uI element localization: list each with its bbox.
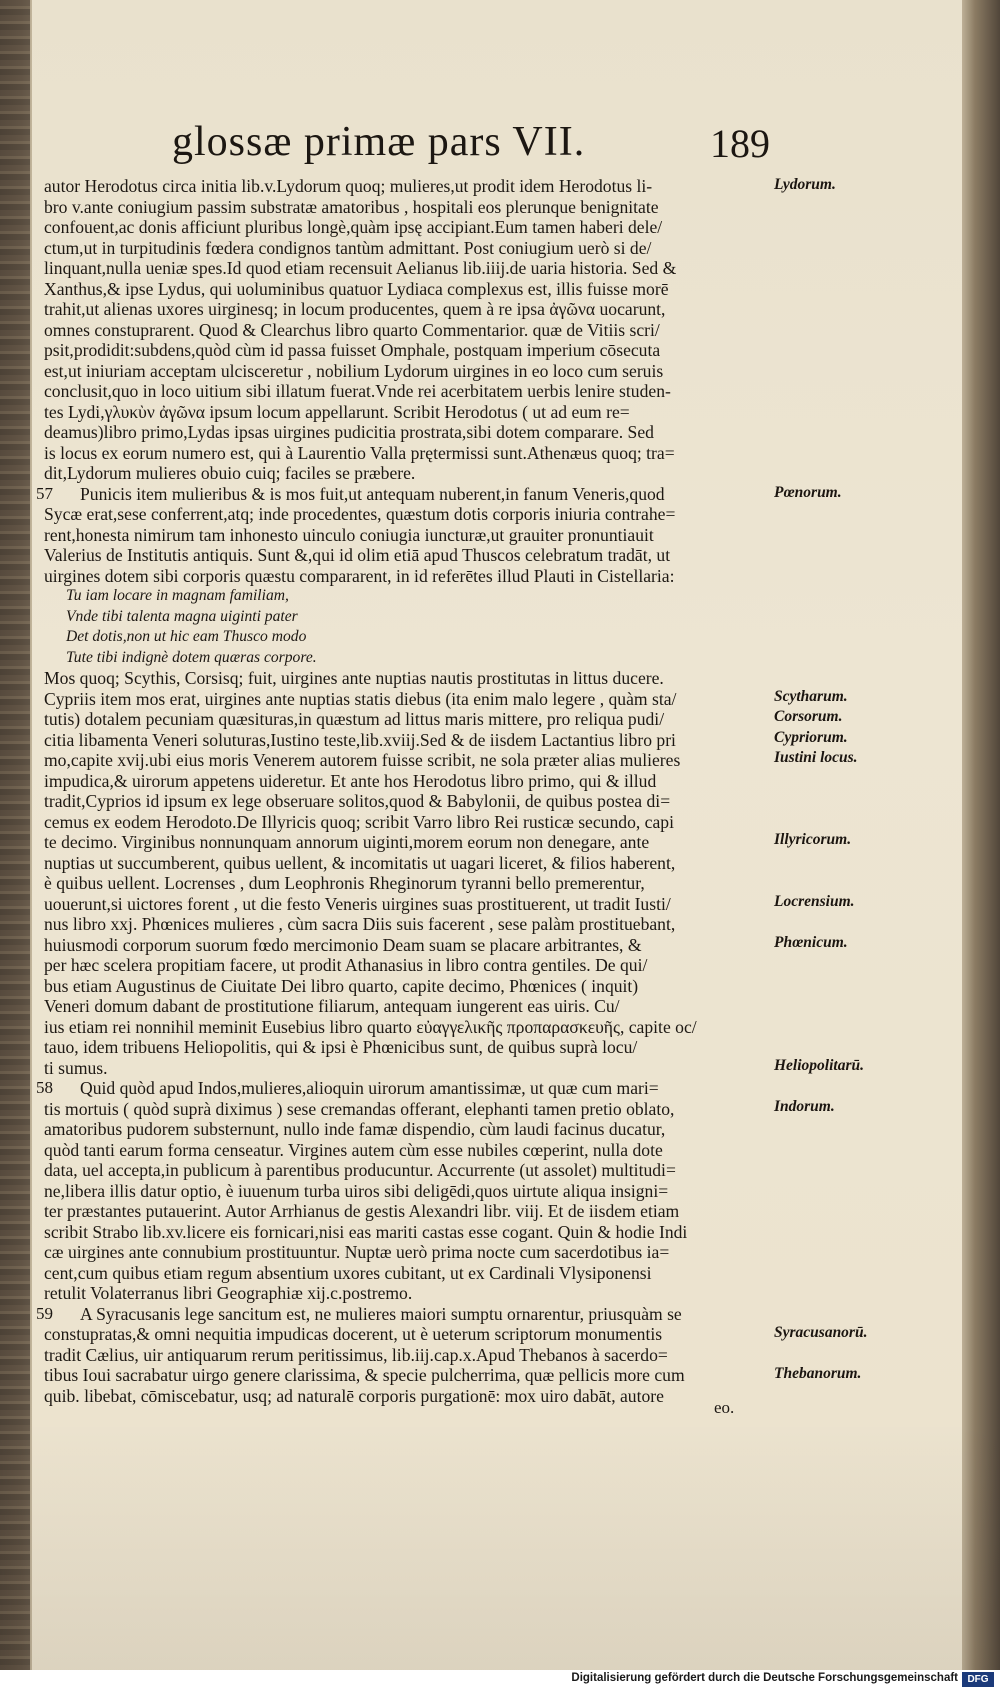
text-line: cent,cum quibus etiam regum absentium uxores cubitant, ut ex Cardinali Vlysiponensi bbox=[44, 1262, 652, 1283]
text-line: ti sumus. bbox=[44, 1057, 108, 1078]
text-line: tis mortuis ( quòd suprà diximus ) sese cremandas offerant, elephanti tamen pretio oblato, bbox=[44, 1098, 675, 1119]
text-line: dit,Lydorum mulieres obuio cuiq; faciles se præbere. bbox=[44, 463, 416, 483]
text-line: ctum,ut in turpitudinis fœdera condignos tantùm admittant. Post coniugium uerò si de/ bbox=[44, 237, 652, 258]
margin-note-cypriorum: Cypriorum. bbox=[774, 729, 848, 746]
verse-line: Vnde tibi talenta magna uiginti pater bbox=[66, 607, 298, 625]
text-line: Xanthus,& ipse Lydus, qui uoluminibus quatuor Lydiaca complexus est, illis fuisse morē bbox=[44, 278, 669, 299]
text-line: data, uel accepta,in publicum à parentibus producuntur. Accurrente (ut assolet) multitudi= bbox=[44, 1160, 676, 1180]
margin-note-iustini-locus: Iustini locus. bbox=[774, 749, 858, 766]
text-line: tradit Cælius, uir antiquarum rerum peritissimus, lib.iij.cap.x.Apud Thebanos à sacerdo= bbox=[44, 1344, 668, 1365]
text-line: deamus)libro primo,Lydas ipsas uirgines pudicitia prostrata,sibi dotem comparare. Sed bbox=[44, 422, 654, 442]
text-line: Valerius de Institutis antiquis. Sunt &,qui id olim etiā apud Thuscos celebratum tradāt, ut bbox=[44, 545, 671, 565]
text-line: ius etiam rei nonnihil meminit Eusebius libro quarto εὐαγγελικῆς προπαρασκευῆς, capite oc/ bbox=[44, 1016, 697, 1037]
text-line: Cypriis item mos erat, uirgines ante nuptias statis diebus (ita enim malo legere , quàm sta/ bbox=[44, 688, 677, 709]
margin-note-poenorum: Pœnorum. bbox=[774, 484, 842, 501]
text-line: uirgines dotem sibi corporis quæstu compararent, in id referētes illud Plauti in Cistellaria: bbox=[44, 565, 675, 586]
paragraph-59 bbox=[36, 1303, 904, 1325]
text-line: Veneri domum dabant de prostitutione filiarum, antequam iungerent eas uiris. Cu/ bbox=[44, 996, 620, 1016]
text-line: conclusit,quo in loco uitium sibi illatum fuerat.Vnde rei acerbitatem uerbis lenire studen- bbox=[44, 381, 671, 401]
text-line: retulit Volaterranus libri Geographiæ xij.c.postremo. bbox=[44, 1283, 413, 1303]
text-line: citia libamenta Veneri soluturas,Iustino teste,lib.xviij.Sed & de iisdem Lactantius libro pri bbox=[44, 729, 676, 750]
text-line: nuptias ut succumberent, quibus uellent, & incomitatis ut uagari liceret, & filios haberent, bbox=[44, 852, 676, 873]
text-line: autor Herodotus circa initia lib.v.Lydorum quoq; mulieres,ut prodit idem Herodotus li- bbox=[44, 176, 653, 196]
text-line: huiusmodi corporum suorum fœdo mercimonio Deam suam se placare arbitrantes, & bbox=[44, 934, 642, 955]
text-line: Quid quòd apud Indos,mulieres,alioquin uirorum amantissimæ, ut quæ cum mari= bbox=[80, 1078, 659, 1098]
body-text bbox=[36, 176, 904, 1406]
text-line: tibus Ioui sacrabatur uirgo genere clarissima, & specie pulcherrima, quæ pellicis more cum bbox=[44, 1365, 685, 1385]
page-number: 189 bbox=[710, 121, 770, 166]
margin-note-scytharum: Scytharum. bbox=[774, 688, 848, 705]
text-line: Punicis item mulieribus & is mos fuit,ut antequam nuberent,in fanum Veneris,quod bbox=[80, 483, 665, 504]
text-line: constupratas,& omni nequitia impudicas docerent, ut è ueterum scriptorum monumentis bbox=[44, 1324, 663, 1344]
text-line: te decimo. Virginibus nonnunquam annorum uiginti,morem eorum non denegare, ante bbox=[44, 832, 650, 852]
text-line: is locus ex eorum numero est, qui à Laurentio Valla prętermissi sunt.Athenæus quoq; tra= bbox=[44, 442, 675, 463]
text-line: psit,prodidit:subdens,quòd cùm id passa fuisset Omphale, postquam imperium cōsecuta bbox=[44, 340, 661, 360]
text-line: tutis) dotalem pecuniam quæsituras,in quæstum ad littus maris mittere, pro reliqua pudi/ bbox=[44, 709, 665, 729]
book-page bbox=[32, 0, 962, 1690]
catchword: eo. bbox=[714, 1398, 735, 1417]
text-line: omnes constuprarent. Quod & Clearchus libro quarto Commentarior. quæ de Vitiis scri/ bbox=[44, 319, 660, 340]
text-line: cæ uirgines ante connubium prostituuntur. Nuptæ uerò prima nocte cum sacerdotibus ia= bbox=[44, 1242, 670, 1262]
margin-note-phoenicum: Phœnicum. bbox=[774, 934, 848, 951]
text-line: cemus ex eodem Herodoto.De Illyricis quoq; scribit Varro libro Rei rusticæ secundo, capi bbox=[44, 811, 674, 832]
text-line: trahit,ut alienas uxores uirginesq; in locum producentes, quem à re ipsa ἀγῶνα uocarunt, bbox=[44, 299, 666, 319]
margin-note-heliopolitarum: Heliopolitarū. bbox=[774, 1057, 864, 1074]
text-line: uouerunt,si uictores forent , ut die festo Veneris uirgines suas prostituerent, ut tradit Iusti/ bbox=[44, 893, 671, 914]
margin-note-syracusanorum: Syracusanorū. bbox=[774, 1324, 868, 1341]
digitization-footer bbox=[0, 1670, 1000, 1690]
margin-note-lydorum: Lydorum. bbox=[774, 176, 836, 193]
verse-line: Tute tibi indignè dotem quæras corpore. bbox=[66, 648, 317, 666]
dfg-logo: DFG bbox=[962, 1672, 994, 1687]
text-line: ne,libera illis datur optio, è iuuenum turba uiros sibi deligēdi,quos uirtute aliqua insigni= bbox=[44, 1180, 669, 1201]
text-line: è quibus uellent. Locrenses , dum Leophronis Rheginorum tyranni bello premerentur, bbox=[44, 873, 645, 893]
text-line: per hæc scelera propitiam facere, ut prodit Athanasius in libro contra gentiles. De qui/ bbox=[44, 955, 648, 975]
running-title: glossæ primæ pars VII. bbox=[172, 119, 586, 165]
footer-text: Digitalisierung gefördert durch die Deutsche Forschungsgemeinschaft bbox=[571, 1672, 958, 1684]
text-line: A Syracusanis lege sancitum est, ne mulieres maiori sumptu ornarentur, priusquàm se bbox=[80, 1303, 682, 1324]
text-line: scribit Strabo lib.xv.licere eis fornicari,nisi eas mariti castas esse cogant. Quin & hodie Indi bbox=[44, 1221, 688, 1242]
text-line: est,ut iniuriam acceptam ulcisceretur , nobilium Lydorum uirgines in eo loco cum seruis bbox=[44, 360, 664, 381]
text-line: Sycæ erat,sese conferrent,atq; inde procedentes, quæstum dotis corporis iniuria contrahe= bbox=[44, 504, 676, 524]
text-line: ter præstantes putauerint. Autor Arrhianus de gestis Alexandri libr. viij. Et de iisdem etiam bbox=[44, 1201, 680, 1221]
text-line: tes Lydi,γλυκὺν ἀγῶνα ipsum locum appellarunt. Scribit Herodotus ( ut ad eum re= bbox=[44, 401, 630, 422]
margin-note-corsorum: Corsorum. bbox=[774, 708, 843, 725]
text-line: confouent,ac donis afficiunt pluribus longè,quàm ipsę accipiant.Eum tamen haberi dele/ bbox=[44, 217, 663, 237]
verse-line: Det dotis,non ut hic eam Thusco modo bbox=[66, 628, 307, 645]
text-line: nus libro xxj. Phœnices mulieres , cùm sacra Diis suis facerent , sese palàm prostituebant, bbox=[44, 914, 676, 934]
text-line: impudica,& uirorum appetens uideretur. Et ante hos Herodotus libro primo, qui & illud bbox=[44, 770, 657, 791]
text-line: Mos quoq; Scythis, Corsisq; fuit, uirgines ante nuptias nautis prostitutas in littus ducere. bbox=[44, 668, 664, 688]
text-line: tauo, idem tribuens Heliopolitis, qui & ipsi è Phœnicibus sunt, de quibus suprà locu/ bbox=[44, 1037, 638, 1057]
margin-note-illyricorum: Illyricorum. bbox=[774, 831, 852, 848]
margin-note-thebanorum: Thebanorum. bbox=[774, 1365, 862, 1382]
margin-note-indorum: Indorum. bbox=[774, 1098, 835, 1115]
text-line: amatoribus pudorem substernunt, nullo inde famæ dispendio, cùm laudi facinus ducatur, bbox=[44, 1119, 666, 1139]
text-line: linquant,nulla ueniæ spes.Id quod etiam recensuit Aelianus lib.iiij.de uaria historia. Sed & bbox=[44, 258, 677, 278]
text-line: bro v.ante coniugium passim substratæ amatoribus , hospitali eos plerunque benignitate bbox=[44, 196, 659, 217]
paragraph-number: 59 bbox=[36, 1303, 53, 1323]
paragraph-number: 58 bbox=[36, 1078, 53, 1097]
text-line: tradit,Cyprios id ipsum ex lege obseruare solitos,quod & Babylonii, de quibus postea di= bbox=[44, 791, 671, 811]
margin-note-locrensium: Locrensium. bbox=[774, 893, 855, 910]
page-header bbox=[32, 118, 962, 178]
text-line: rent,honesta nimirum tam inhonesto uinculo coniugia iuncturæ,ut grauiter pronuntiauit bbox=[44, 524, 654, 545]
text-line: mo,capite xvij.ubi eius moris Venerem autorem fuisse scribit, ne sola præter alias mulieres bbox=[44, 750, 681, 770]
text-line: bus etiam Augustinus de Ciuitate Dei libro quarto, capite decimo, Phœnices ( inquit) bbox=[44, 975, 639, 996]
paragraph-58 bbox=[36, 1078, 904, 1099]
facing-page-edge bbox=[0, 0, 30, 1690]
verse-line: Tu iam locare in magnam familiam, bbox=[66, 587, 289, 604]
text-line: quòd tanti earum forma censeatur. Virgines autem cùm esse nubiles cœperint, nulla dote bbox=[44, 1139, 663, 1160]
paragraph-number: 57 bbox=[36, 483, 53, 503]
text-line: quib. libebat, cōmiscebatur, usq; ad naturalē corporis purgationē: mox uiro dabāt, autore bbox=[44, 1385, 664, 1406]
